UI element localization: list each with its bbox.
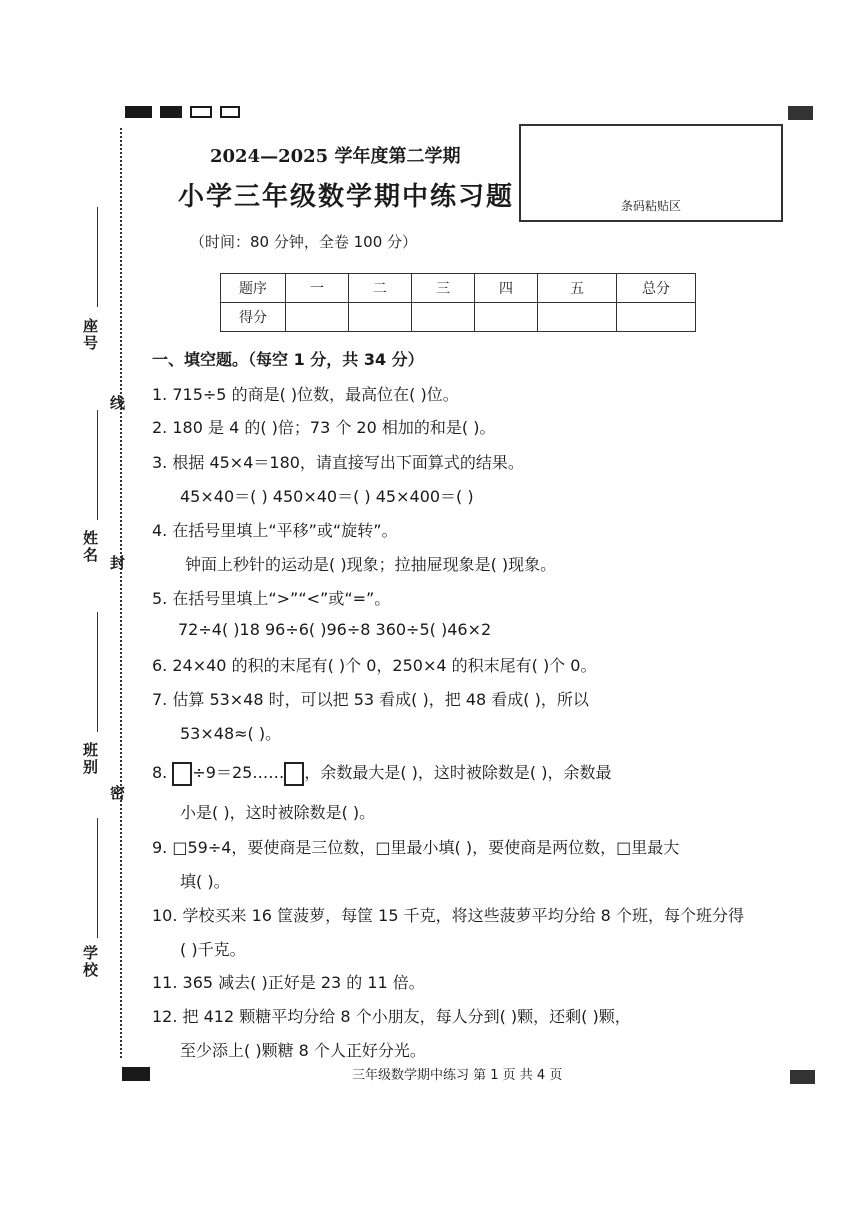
score-cell-empty[interactable] — [617, 303, 696, 332]
school-label: 学校 — [81, 945, 99, 979]
score-cell-header: 五 — [538, 274, 617, 303]
score-cell-header: 二 — [349, 274, 412, 303]
seat-line — [97, 207, 98, 307]
score-table — [220, 273, 696, 332]
class-label: 班别 — [81, 742, 99, 776]
corner-mark-bottom-right — [790, 1070, 815, 1084]
page-footer: 三年级数学期中练习 第 1 页 共 4 页 — [352, 1068, 563, 1083]
seal-char-line: 线 — [110, 394, 126, 412]
score-cell-empty[interactable] — [538, 303, 617, 332]
question-3: 3. 根据 45×4＝180，请直接写出下面算式的结果。 — [152, 453, 524, 472]
page-title: 小学三年级数学期中练习题 — [178, 182, 515, 212]
score-cell-header: 三 — [412, 274, 475, 303]
question-4: 4. 在括号里填上“平移”或“旋转”。 — [152, 521, 398, 540]
question-8 — [152, 760, 611, 786]
question-9-line-2: 填( )。 — [180, 872, 230, 891]
question-3-items: 45×40＝( ) 450×40＝( ) 45×400＝( ) — [180, 487, 474, 506]
corner-mark-top-right — [788, 106, 813, 120]
question-8-equation: ÷9＝25…… — [192, 763, 285, 782]
seal-char-seal: 封 — [110, 554, 126, 572]
score-cell-header: 题序 — [221, 274, 286, 303]
score-cell-empty[interactable] — [412, 303, 475, 332]
question-2: 2. 180 是 4 的( )倍；73 个 20 相加的和是( )。 — [152, 418, 496, 437]
corner-mark-bottom-left — [122, 1067, 150, 1081]
seat-label: 座号 — [81, 318, 99, 352]
remainder-box[interactable] — [284, 762, 304, 786]
registration-mark-4 — [220, 106, 240, 118]
score-cell-header: 总分 — [617, 274, 696, 303]
registration-mark-1 — [125, 106, 152, 118]
binding-dotted-line — [120, 128, 122, 1058]
school-year-line: 2024—2025 学年度第二学期 — [210, 146, 461, 167]
dividend-box[interactable] — [172, 762, 192, 786]
question-8-line-2: 小是( )，这时被除数是( )。 — [180, 803, 376, 822]
registration-mark-3 — [190, 106, 212, 118]
score-cell-header: 四 — [475, 274, 538, 303]
question-7: 7. 估算 53×48 时，可以把 53 看成( )，把 48 看成( )，所以 — [152, 690, 589, 709]
question-4-items: 钟面上秒针的运动是( )现象；拉抽屉现象是( )现象。 — [185, 555, 557, 574]
score-cell-empty[interactable] — [286, 303, 349, 332]
barcode-area — [519, 124, 783, 222]
question-5-items: 72÷4( )18 96÷6( )96÷8 360÷5( )46×2 — [178, 620, 492, 639]
school-line — [97, 818, 98, 938]
question-8-text: ，余数最大是( )，这时被除数是( )，余数最 — [304, 763, 612, 782]
question-6: 6. 24×40 的积的末尾有( )个 0，250×4 的积末尾有( )个 0。 — [152, 656, 597, 675]
question-11: 11. 365 减去( )正好是 23 的 11 倍。 — [152, 973, 425, 992]
question-8-number: 8. — [152, 763, 168, 782]
barcode-label: 条码粘贴区 — [620, 199, 681, 213]
question-7-line-2: 53×48≈( )。 — [180, 724, 282, 743]
registration-mark-2 — [160, 106, 182, 118]
question-9: 9. □59÷4，要使商是三位数，□里最小填( )，要使商是两位数，□里最大 — [152, 838, 680, 857]
time-info: （时间：80 分钟，全卷 100 分） — [190, 233, 418, 251]
name-label: 姓名 — [81, 530, 99, 564]
score-row-label: 得分 — [221, 303, 286, 332]
score-table-score-row — [221, 303, 696, 332]
class-line — [97, 612, 98, 732]
score-cell-header: 一 — [286, 274, 349, 303]
score-table-header-row — [221, 274, 696, 303]
question-10: 10. 学校买来 16 筐菠萝，每筐 15 千克，将这些菠萝平均分给 8 个班，每个班分得 — [152, 906, 744, 925]
score-cell-empty[interactable] — [349, 303, 412, 332]
question-12-line-2: 至少添上( )颗糖 8 个人正好分光。 — [180, 1041, 426, 1060]
seal-char-secret: 密 — [110, 784, 126, 802]
question-5: 5. 在括号里填上“>”“<”或“=”。 — [152, 589, 391, 608]
section-title: 一、填空题。（每空 1 分，共 34 分） — [152, 350, 424, 369]
question-10-line-2: ( )千克。 — [180, 940, 246, 959]
question-1: 1. 715÷5 的商是( )位数，最高位在( )位。 — [152, 385, 459, 404]
score-cell-empty[interactable] — [475, 303, 538, 332]
question-12: 12. 把 412 颗糖平均分给 8 个小朋友，每人分到( )颗，还剩( )颗， — [152, 1007, 631, 1026]
name-line — [97, 410, 98, 520]
